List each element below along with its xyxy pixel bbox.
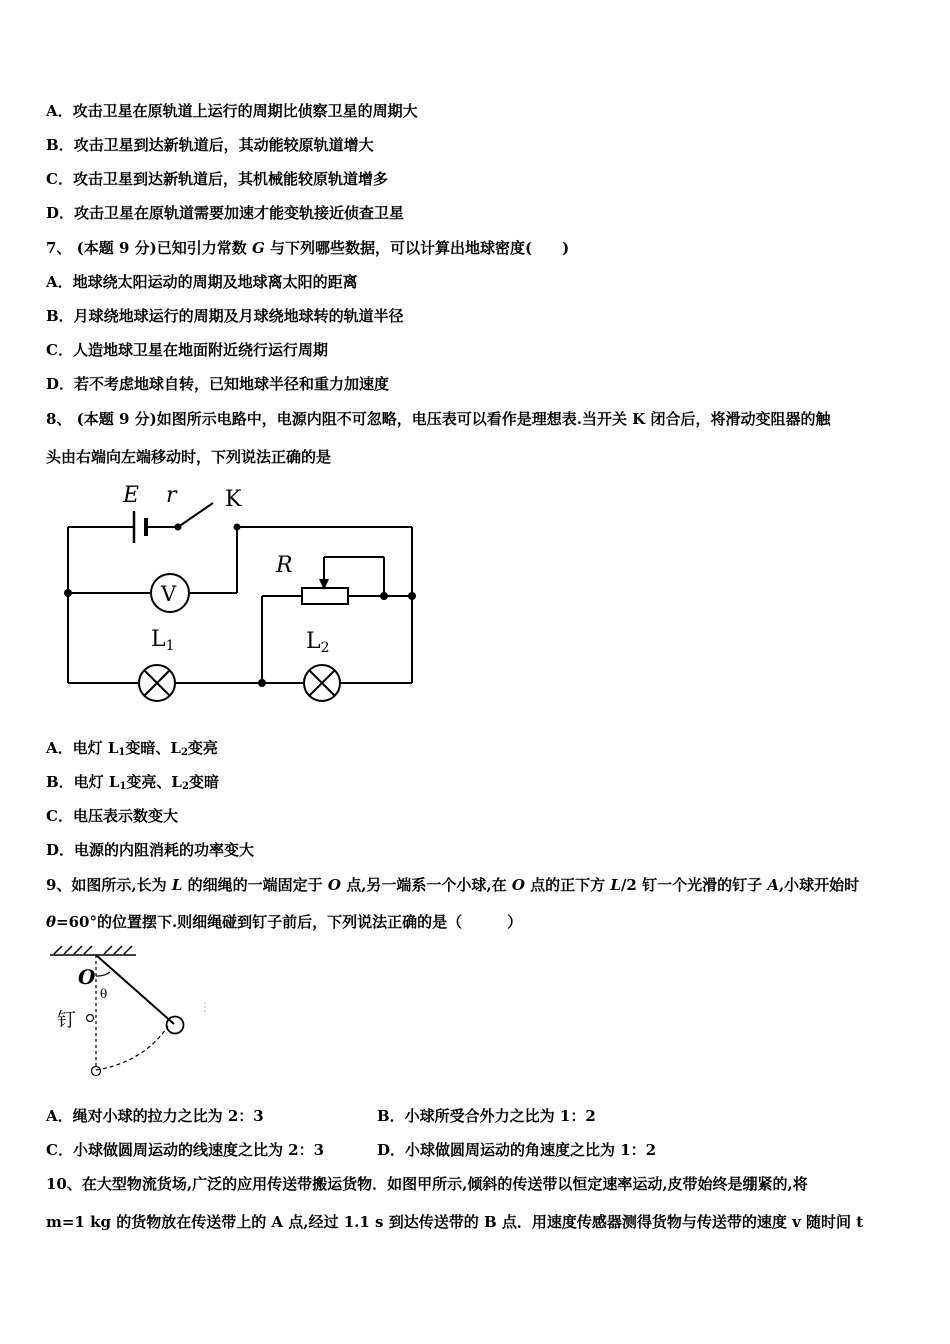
- circuit-diagram: [50, 478, 430, 708]
- label-nail: 钉: [57, 1009, 77, 1031]
- q8-option-b: B．电灯 $L_1$变亮、$L_2$变暗: [46, 773, 219, 792]
- q7-option-b: B．月球绕地球运行的周期及月球绕地球转的轨道半径: [46, 307, 404, 325]
- label-l1: L1: [151, 627, 175, 654]
- q7-option-c: C．人造地球卫星在地面附近绕行运行周期: [46, 341, 328, 359]
- label-e: E: [123, 483, 140, 508]
- q10-line2: m=1 kg 的货物放在传送带上的 A 点,经过 1.1 s 到达传送带的 B 点．用速度传感器测得货物与传送带的速度 v 随时间 t: [46, 1213, 864, 1231]
- q7-stem: [46, 238, 569, 258]
- q7-stem-suffix: 与下列哪些数据，可以计算出地球密度( ): [264, 239, 570, 257]
- label-k: K: [225, 487, 242, 512]
- q6-option-c: C．攻击卫星到达新轨道后，其机械能较原轨道增多: [46, 170, 388, 188]
- label-l2: L2: [306, 629, 330, 656]
- label-o: O: [78, 965, 96, 989]
- q9-option-c: C．小球做圆周运动的线速度之比为 2：3: [46, 1141, 325, 1159]
- q8-option-a: A．电灯 $L_1$变暗、$L_2$变亮: [46, 739, 218, 758]
- q8-stem-line2: 头由右端向左端移动时，下列说法正确的是: [46, 448, 332, 466]
- q7-stem-g: G: [251, 239, 265, 257]
- pendulum-diagram: [44, 942, 214, 1082]
- q6-option-a: A．攻击卫星在原轨道上运行的周期比侦察卫星的周期大: [46, 102, 418, 120]
- q7-option-a: A．地球绕太阳运动的周期及地球离太阳的距离: [46, 273, 358, 291]
- label-theta: θ: [100, 987, 108, 1001]
- q9-option-b: B．小球所受合外力之比为 1：2: [377, 1107, 596, 1125]
- q8-option-d: D．电源的内阻消耗的功率变大: [46, 841, 255, 859]
- q9-option-a: A．绳对小球的拉力之比为 2：3: [46, 1107, 264, 1125]
- q9-option-d: D．小球做圆周运动的角速度之比为 1：2: [377, 1141, 657, 1159]
- q7-option-d: D．若不考虑地球自转，已知地球半径和重力加速度: [46, 375, 390, 393]
- q8-option-c: C．电压表示数变大: [46, 807, 178, 825]
- label-rheostat: R: [276, 553, 293, 578]
- q6-option-b: B．攻击卫星到达新轨道后，其动能较原轨道增大: [46, 136, 374, 154]
- q9-stem-line2: θ=60°的位置摆下.则细绳碰到钉子前后，下列说法正确的是（ ）: [46, 913, 523, 931]
- q9-stem-line1: 9、如图所示,长为 L 的细绳的一端固定于 O 点,另一端系一个小球,在 O 点的正下方 L/2 钉一个光滑的钉子 A,小球开始时: [46, 876, 860, 894]
- label-r-internal: r: [166, 483, 177, 508]
- label-voltmeter: V: [161, 582, 177, 606]
- q6-option-d: D．攻击卫星在原轨道需要加速才能变轨接近侦查卫星: [46, 204, 405, 222]
- q8-stem-line1: 8、 (本题 9 分)如图所示电路中，电源内阻不可忽略，电压表可以看作是理想表.当开关 K 闭合后，将滑动变阻器的触: [46, 410, 831, 428]
- q7-stem-prefix: 7、 (本题 9 分)已知引力常数: [46, 239, 252, 257]
- q10-line1: 10、在大型物流货场,广泛的应用传送带搬运货物．如图甲所示,倾斜的传送带以恒定速率运动,皮带始终是绷紧的,将: [46, 1175, 808, 1193]
